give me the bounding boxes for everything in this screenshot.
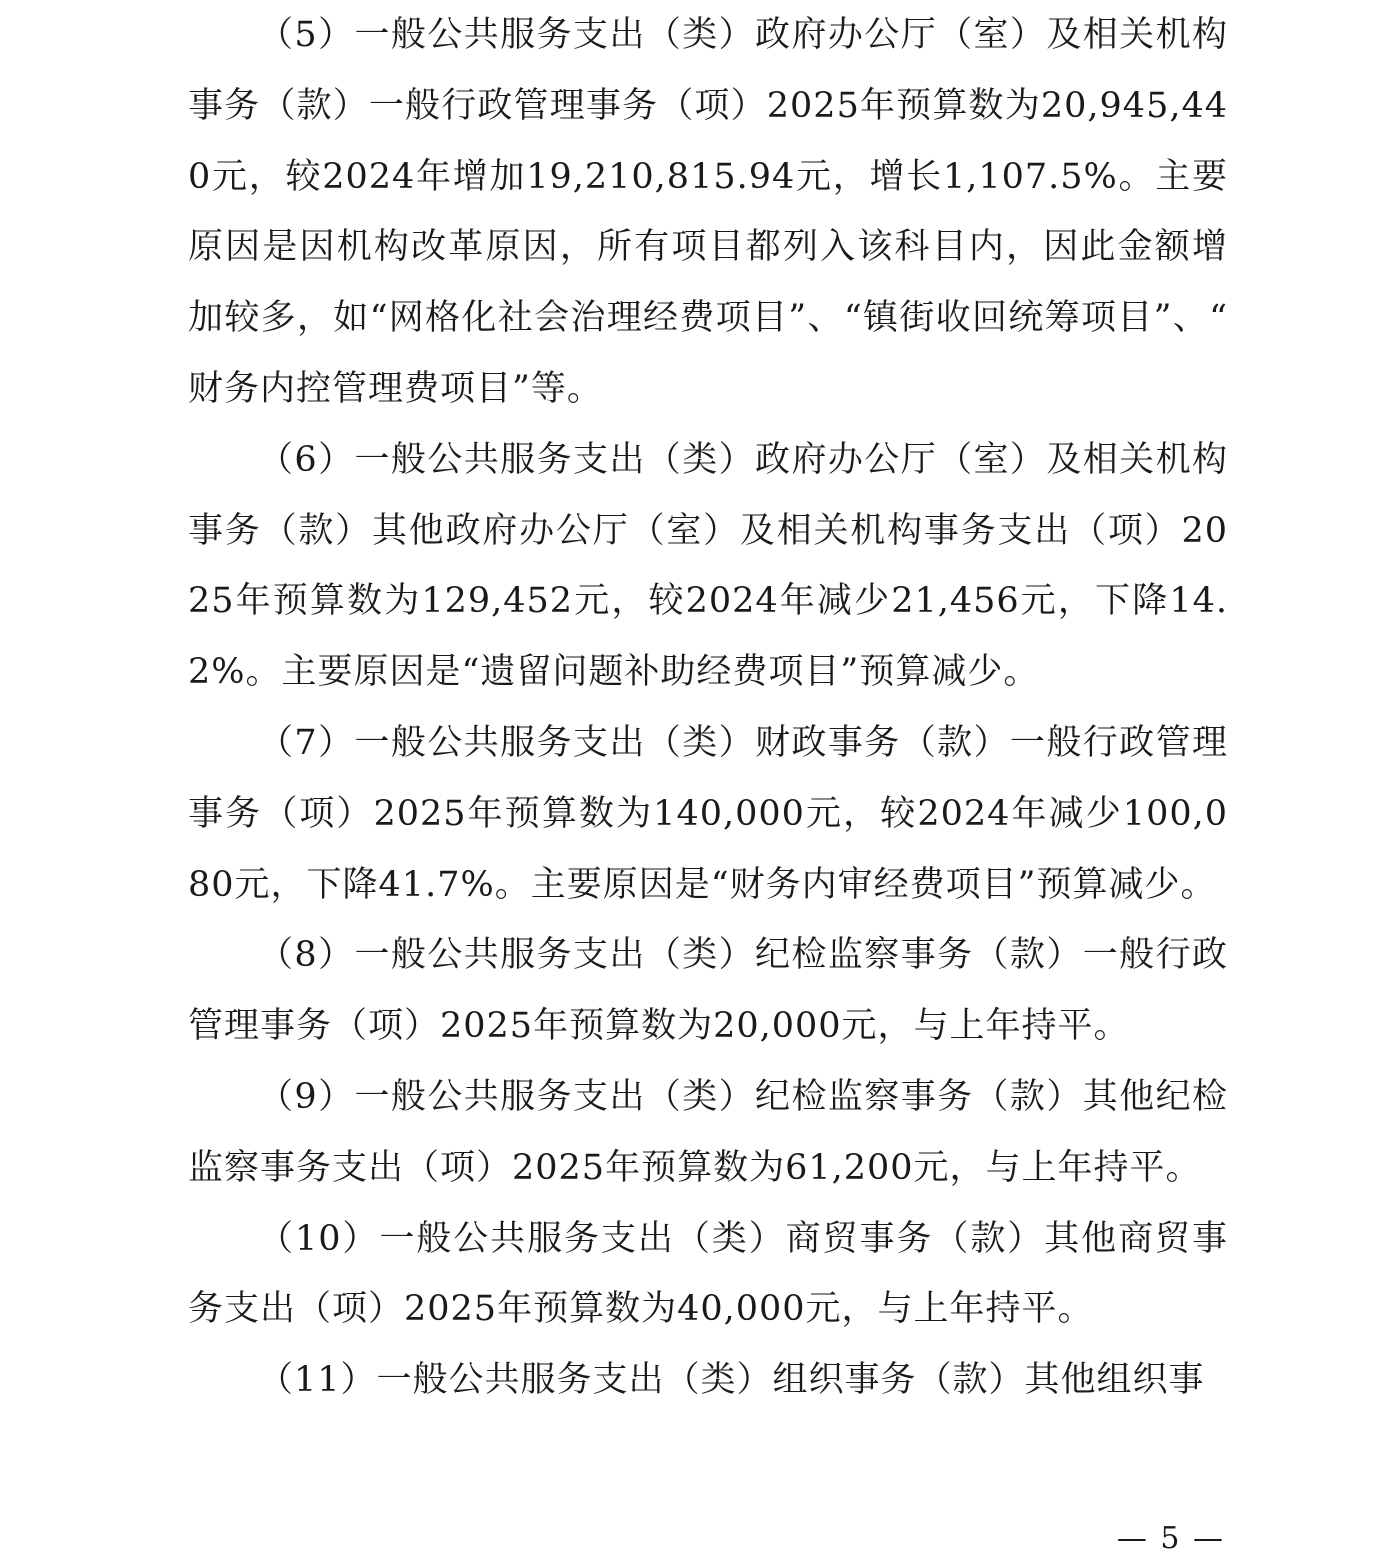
paragraph-item-10: （10）一般公共服务支出（类）商贸事务（款）其他商贸事务支出（项）2025年预算数为40,000元，与上年持平。 bbox=[188, 1218, 1228, 1330]
body-text bbox=[188, 0, 1228, 1416]
paragraph-item-8: （8）一般公共服务支出（类）纪检监察事务（款）一般行政管理事务（项）2025年预算数为20,000元，与上年持平。 bbox=[188, 935, 1228, 1047]
paragraph-item-11: （11）一般公共服务支出（类）组织事务（款）其他组织事 bbox=[258, 1360, 1205, 1401]
paragraph-item-5: （5）一般公共服务支出（类）政府办公厅（室）及相关机构事务（款）一般行政管理事务（项）2025年预算数为20,945,440元，较2024年增加19,210,815.94元，增长1,107.5%。主要原因是因机构改革原因，所有项目都列入该科目内，因此金额增加较多，如“网格化社会治理经费项目”、“镇街收回统筹项目”、“财务内控管理费项目”等。 bbox=[188, 15, 1228, 409]
paragraph-item-7: （7）一般公共服务支出（类）财政事务（款）一般行政管理事务（项）2025年预算数为140,000元，较2024年减少100,080元，下降41.7%。主要原因是“财务内审经费项目”预算减少。 bbox=[188, 722, 1228, 905]
paragraph-item-6: （6）一般公共服务支出（类）政府办公厅（室）及相关机构事务（款）其他政府办公厅（室）及相关机构事务支出（项）2025年预算数为129,452元，较2024年减少21,456元，下降14.2%。主要原因是“遗留问题补助经费项目”预算减少。 bbox=[188, 439, 1228, 693]
page-number: — 5 — bbox=[1116, 1521, 1225, 1556]
paragraph-item-9: （9）一般公共服务支出（类）纪检监察事务（款）其他纪检监察事务支出（项）2025年预算数为61,200元，与上年持平。 bbox=[188, 1076, 1228, 1188]
